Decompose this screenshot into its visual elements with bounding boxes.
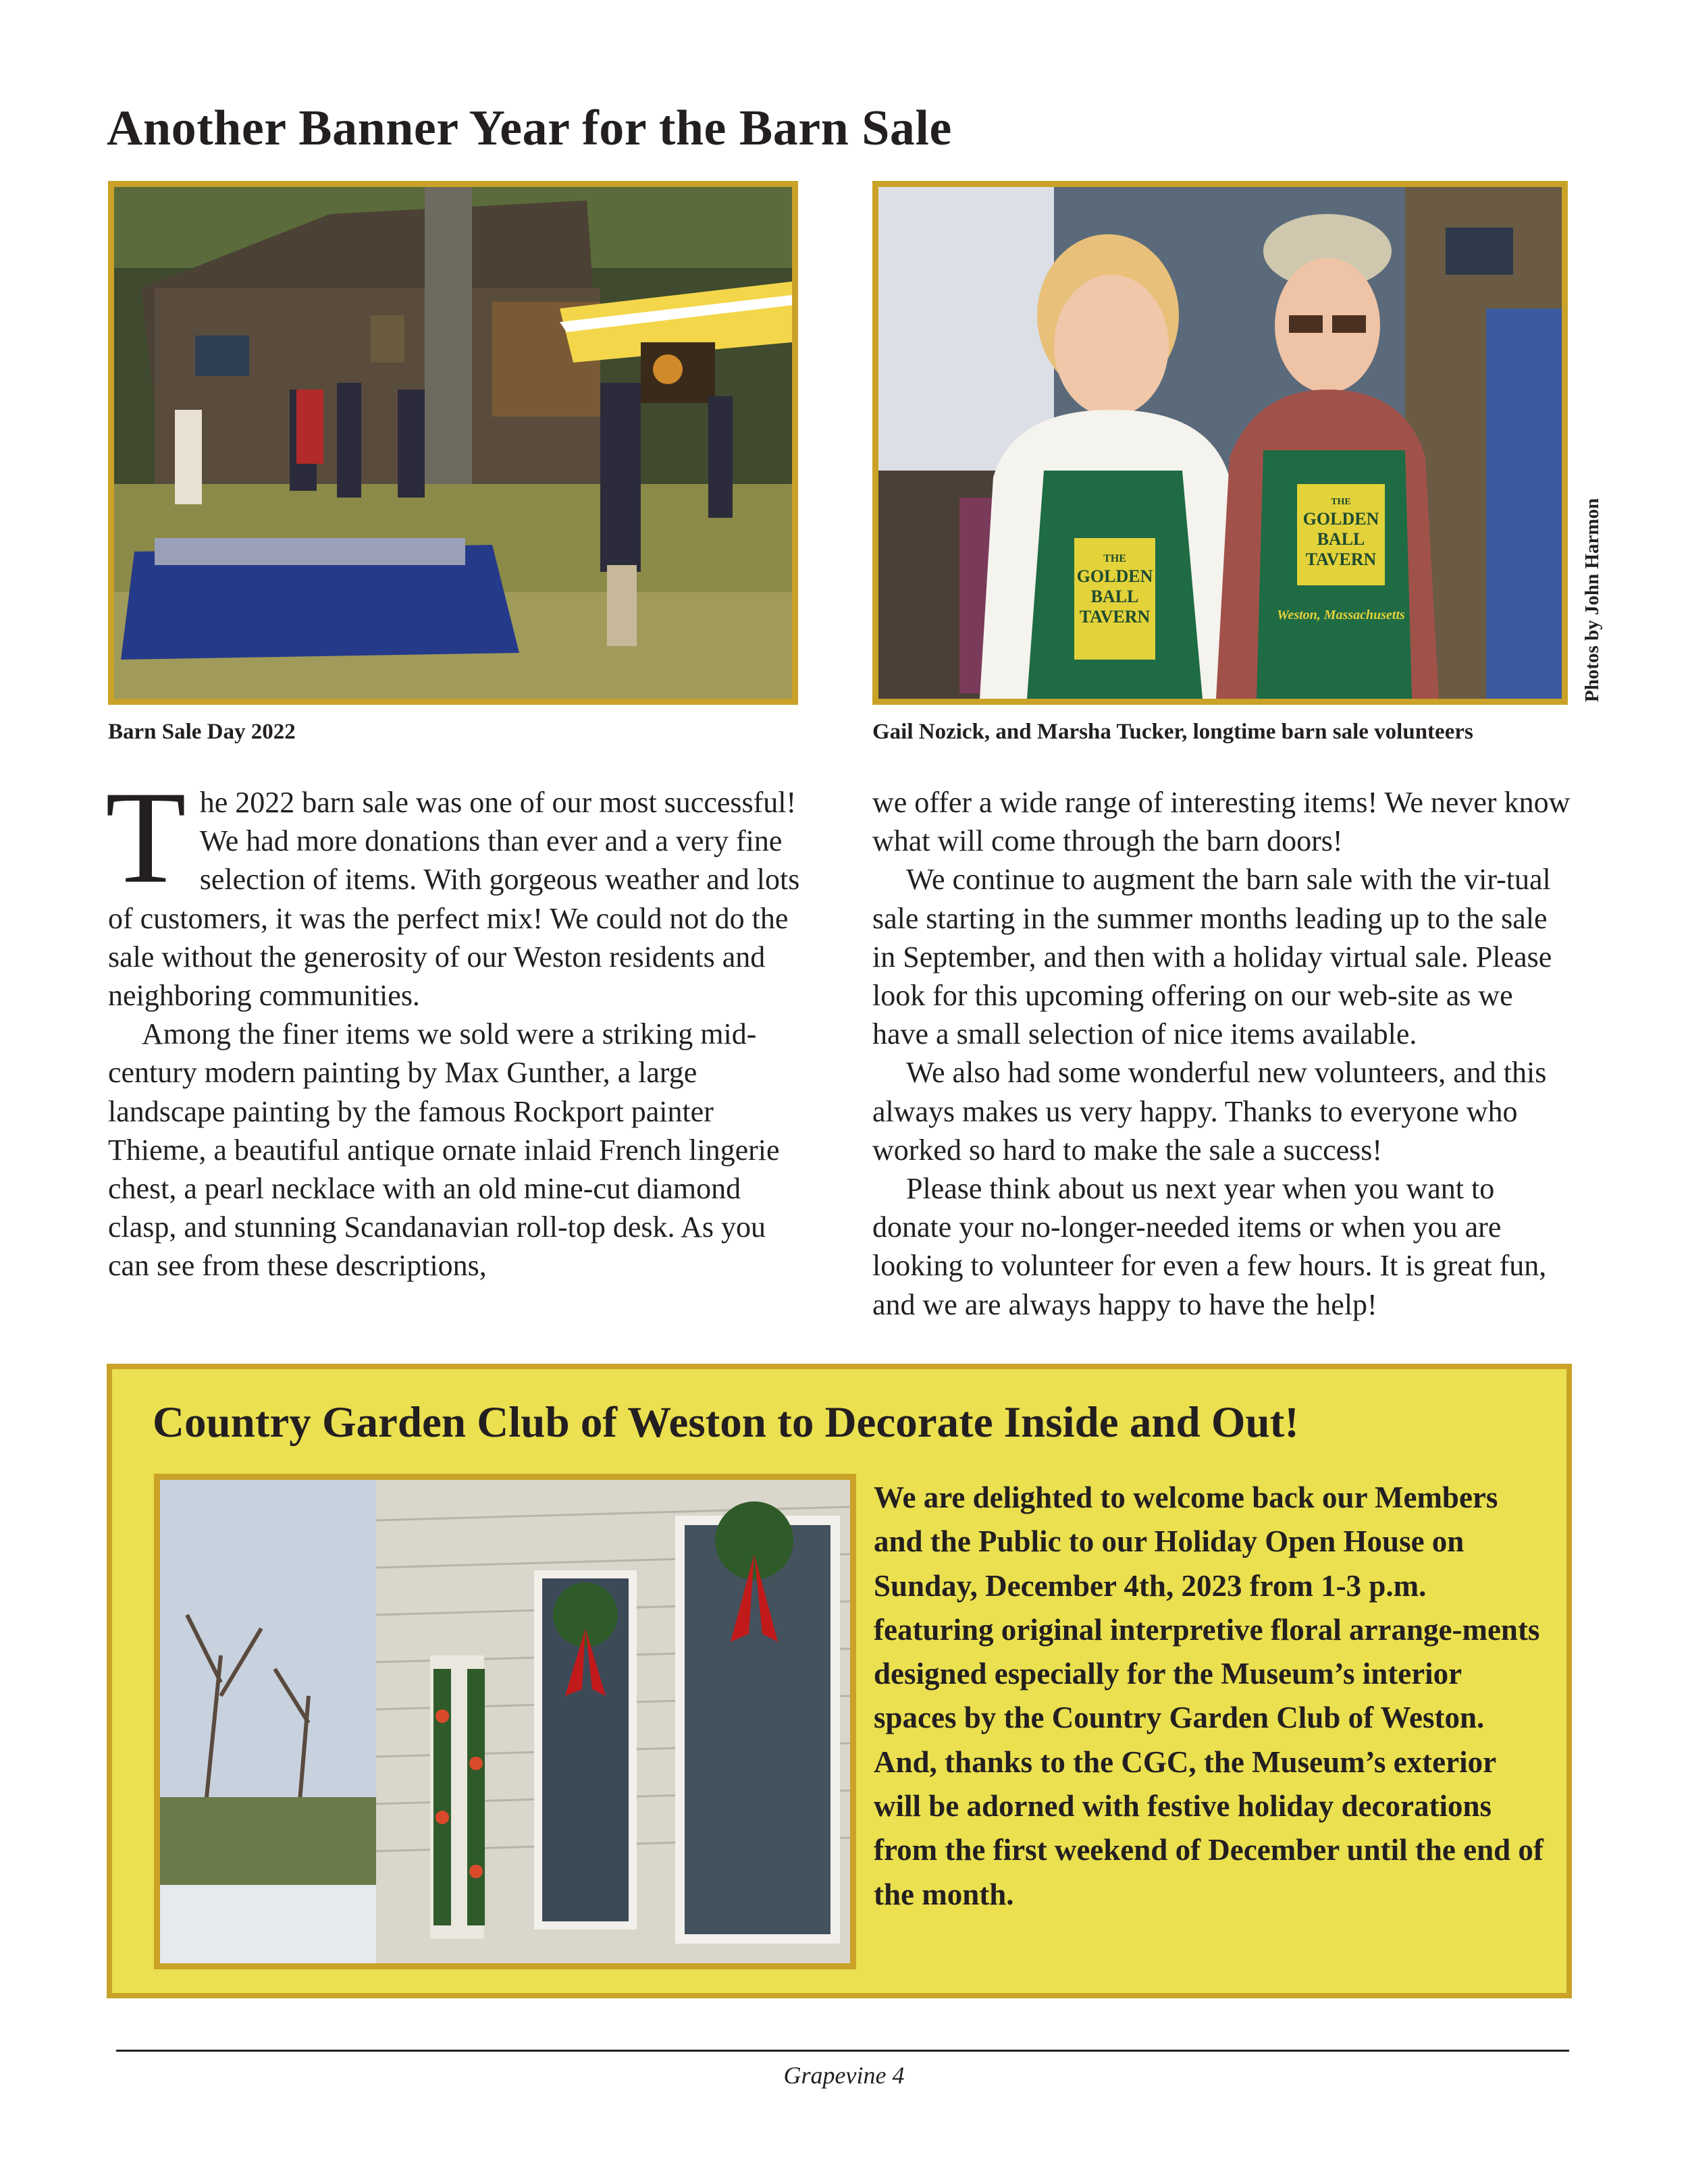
article-paragraph: We also had some wonderful new volunteers, and this always makes us very happy. Thanks to everyone who worked so hard to make the sale a success! (872, 1056, 1547, 1167)
barn-sale-photo (108, 181, 798, 705)
page-footer: Grapevine 4 (783, 2062, 905, 2089)
volunteers-illustration (878, 187, 1562, 699)
apron-location: Weston, Massachusetts (1277, 608, 1405, 622)
museum-wreath-photo (154, 1474, 856, 1969)
apron-line-1: THE (1103, 553, 1126, 564)
garden-club-text: We are delighted to welcome back our Members and the Public to our Holiday Open House on Sunday, December 4th, 2023 from 1-3 p.m. featuring original interpretive floral arrange-ments designed especially for the Museum’s interior spaces by the Country Garden Club of Weston. And, thanks to the CGC, the Museum’s exterior will be adorned with festive holiday decorations from the first weekend of December until the end of the month. (874, 1481, 1544, 1911)
article-paragraph: Among the finer items we sold were a striking mid-century modern painting by Max Gunther, a large landscape painting by the famous Rockport painter Thieme, a beautiful antique ornate inlaid French lingerie chest, a pearl necklace with an old mine-cut diamond clasp, and stunning Scandanavian roll-top desk. As you can see from these descriptions, (108, 1017, 780, 1283)
apron2-line-3: BALL (1317, 529, 1365, 549)
apron-line-4: TAVERN (1079, 607, 1151, 627)
photo-caption-barn: Barn Sale Day 2022 (108, 720, 296, 744)
article-title: Another Banner Year for the Barn Sale (107, 101, 952, 156)
volunteers-photo (872, 181, 1568, 705)
photo-caption-volunteers: Gail Nozick, and Marsha Tucker, longtime barn sale volunteers (872, 720, 1473, 744)
garden-club-title: Country Garden Club of Weston to Decorate Inside and Out! (153, 1398, 1299, 1447)
apron-line-2: GOLDEN (1076, 566, 1153, 586)
article-column-left (105, 764, 803, 1285)
article-paragraph: The 2022 barn sale was one of our most successful! We had more donations than ever and a very fine selection of items. With gorgeous weather and lots of customers, it was the perfect mix! We could not do the sale without the generosity of our Weston residents and neighboring communities. (105, 764, 800, 1013)
article-paragraph: Please think about us next year when you want to donate your no-longer-needed items or when you are looking to volunteer for even a few hours. It is great fun, and we are always happy to have the help! (872, 1172, 1547, 1321)
apron-line-3: BALL (1090, 587, 1139, 606)
footer-rule (116, 2050, 1569, 2052)
article-paragraph: We continue to augment the barn sale with the vir-tual sale starting in the summer months leading up to the sale in September, and then with a holiday virtual sale. Please look for this upcoming offering on our web-site as we have a small selection of nice items available. (872, 863, 1552, 1051)
article-paragraph: we offer a wide range of interesting items! We never know what will come through the barn doors! (872, 786, 1571, 858)
museum-wreath-illustration (160, 1480, 850, 1963)
photo-credit: Photos by John Harmon (1581, 498, 1603, 702)
barn-sale-illustration (114, 187, 792, 699)
apron2-line-1: THE (1331, 497, 1351, 507)
article-column-right (872, 783, 1575, 1324)
drop-cap: T (105, 764, 186, 911)
garden-club-box (107, 1364, 1572, 1998)
apron2-line-2: GOLDEN (1302, 509, 1379, 529)
apron2-line-4: TAVERN (1305, 550, 1377, 569)
